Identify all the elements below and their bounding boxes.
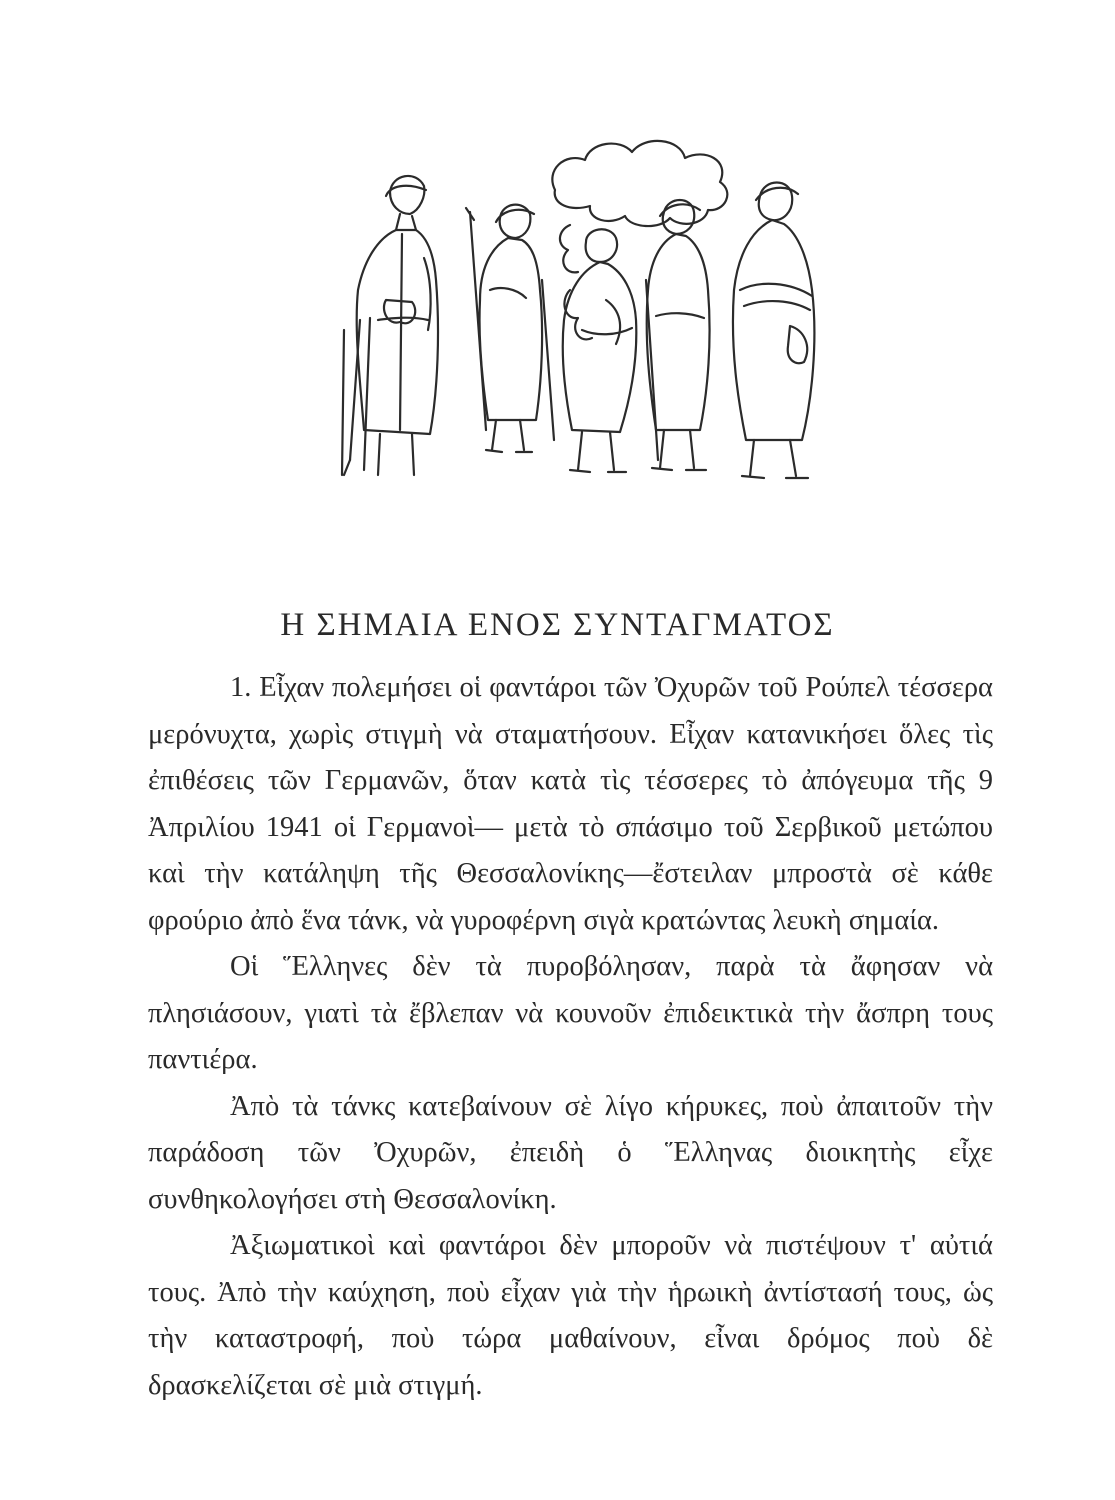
soldier-figure-3 <box>563 229 637 472</box>
soldier-figure-4 <box>646 200 710 470</box>
chapter-title: Η ΣΗΜΑΙΑ ΕΝΟΣ ΣΥΝΤΑΓΜΑΤΟΣ <box>280 607 835 644</box>
paragraph-2: Οἱ Ἕλληνες δὲν τὰ πυροβόλησαν, παρὰ τὰ ἄφησαν νὰ πλησιάσουν, γιατὶ τὰ ἔβλεπαν νὰ κουνοῦν ἐπιδεικτικὰ τὴν ἄσπρη τους παντιέρα. <box>148 951 993 1075</box>
body-text <box>148 665 993 1409</box>
soldier-figure-2 <box>466 205 554 452</box>
paragraph-3: Ἀπὸ τὰ τάνκς κατεβαίνουν σὲ λίγο κήρυκες, ποὺ ἀπαιτοῦν τὴν παράδοση τῶν Ὀχυρῶν, ἐπειδὴ ὁ Ἕλληνας διοικητὴς εἶχε συνθηκολογήσει στὴ Θεσσαλονίκη. <box>148 1090 993 1215</box>
paragraph-4: Ἀξιωματικοὶ καὶ φαντάροι δὲν μποροῦν νὰ πιστέψουν τ' αὐτιά τους. Ἀπὸ τὴν καύχηση, ποὺ εἶχαν γιὰ τὴν ἡρωικὴ ἀντίστασή τους, ὡς τὴν καταστροφή, ποὺ τώρα μαθαίνουν, εἶναι δρόμος ποὺ δὲ δρασκελίζεται σὲ μιὰ στιγμή. <box>148 1230 993 1401</box>
paragraph-1: 1. Εἶχαν πολεμήσει οἱ φαντάροι τῶν Ὀχυρῶν τοῦ Ρούπελ τέσσερα μερόνυχτα, χωρὶς στιγμὴ νὰ σταματήσουν. Εἶχαν κατανικήσει ὅλες τὶς ἐπιθέσεις τῶν Γερμανῶν, ὅταν κατὰ τὶς τέσσερες τὸ ἀπόγευμα τῆς 9 Ἀπριλίου 1941 οἱ Γερμανοὶ— μετὰ τὸ σπάσιμο τοῦ Σερβικοῦ μετώπου καὶ τὴν κατάληψη τῆς Θεσσαλονίκης—ἔστειλαν μπροστὰ σὲ κάθε φρούριο ἀπὸ ἕνα τάνκ, νὰ γυροφέρνη σιγὰ κρατώντας λευκὴ σημαία. <box>148 672 993 936</box>
soldier-figure-5 <box>733 183 814 479</box>
soldiers-illustration <box>320 130 850 500</box>
smoke-cloud-icon <box>552 141 727 340</box>
soldier-figure-1 <box>342 176 438 475</box>
